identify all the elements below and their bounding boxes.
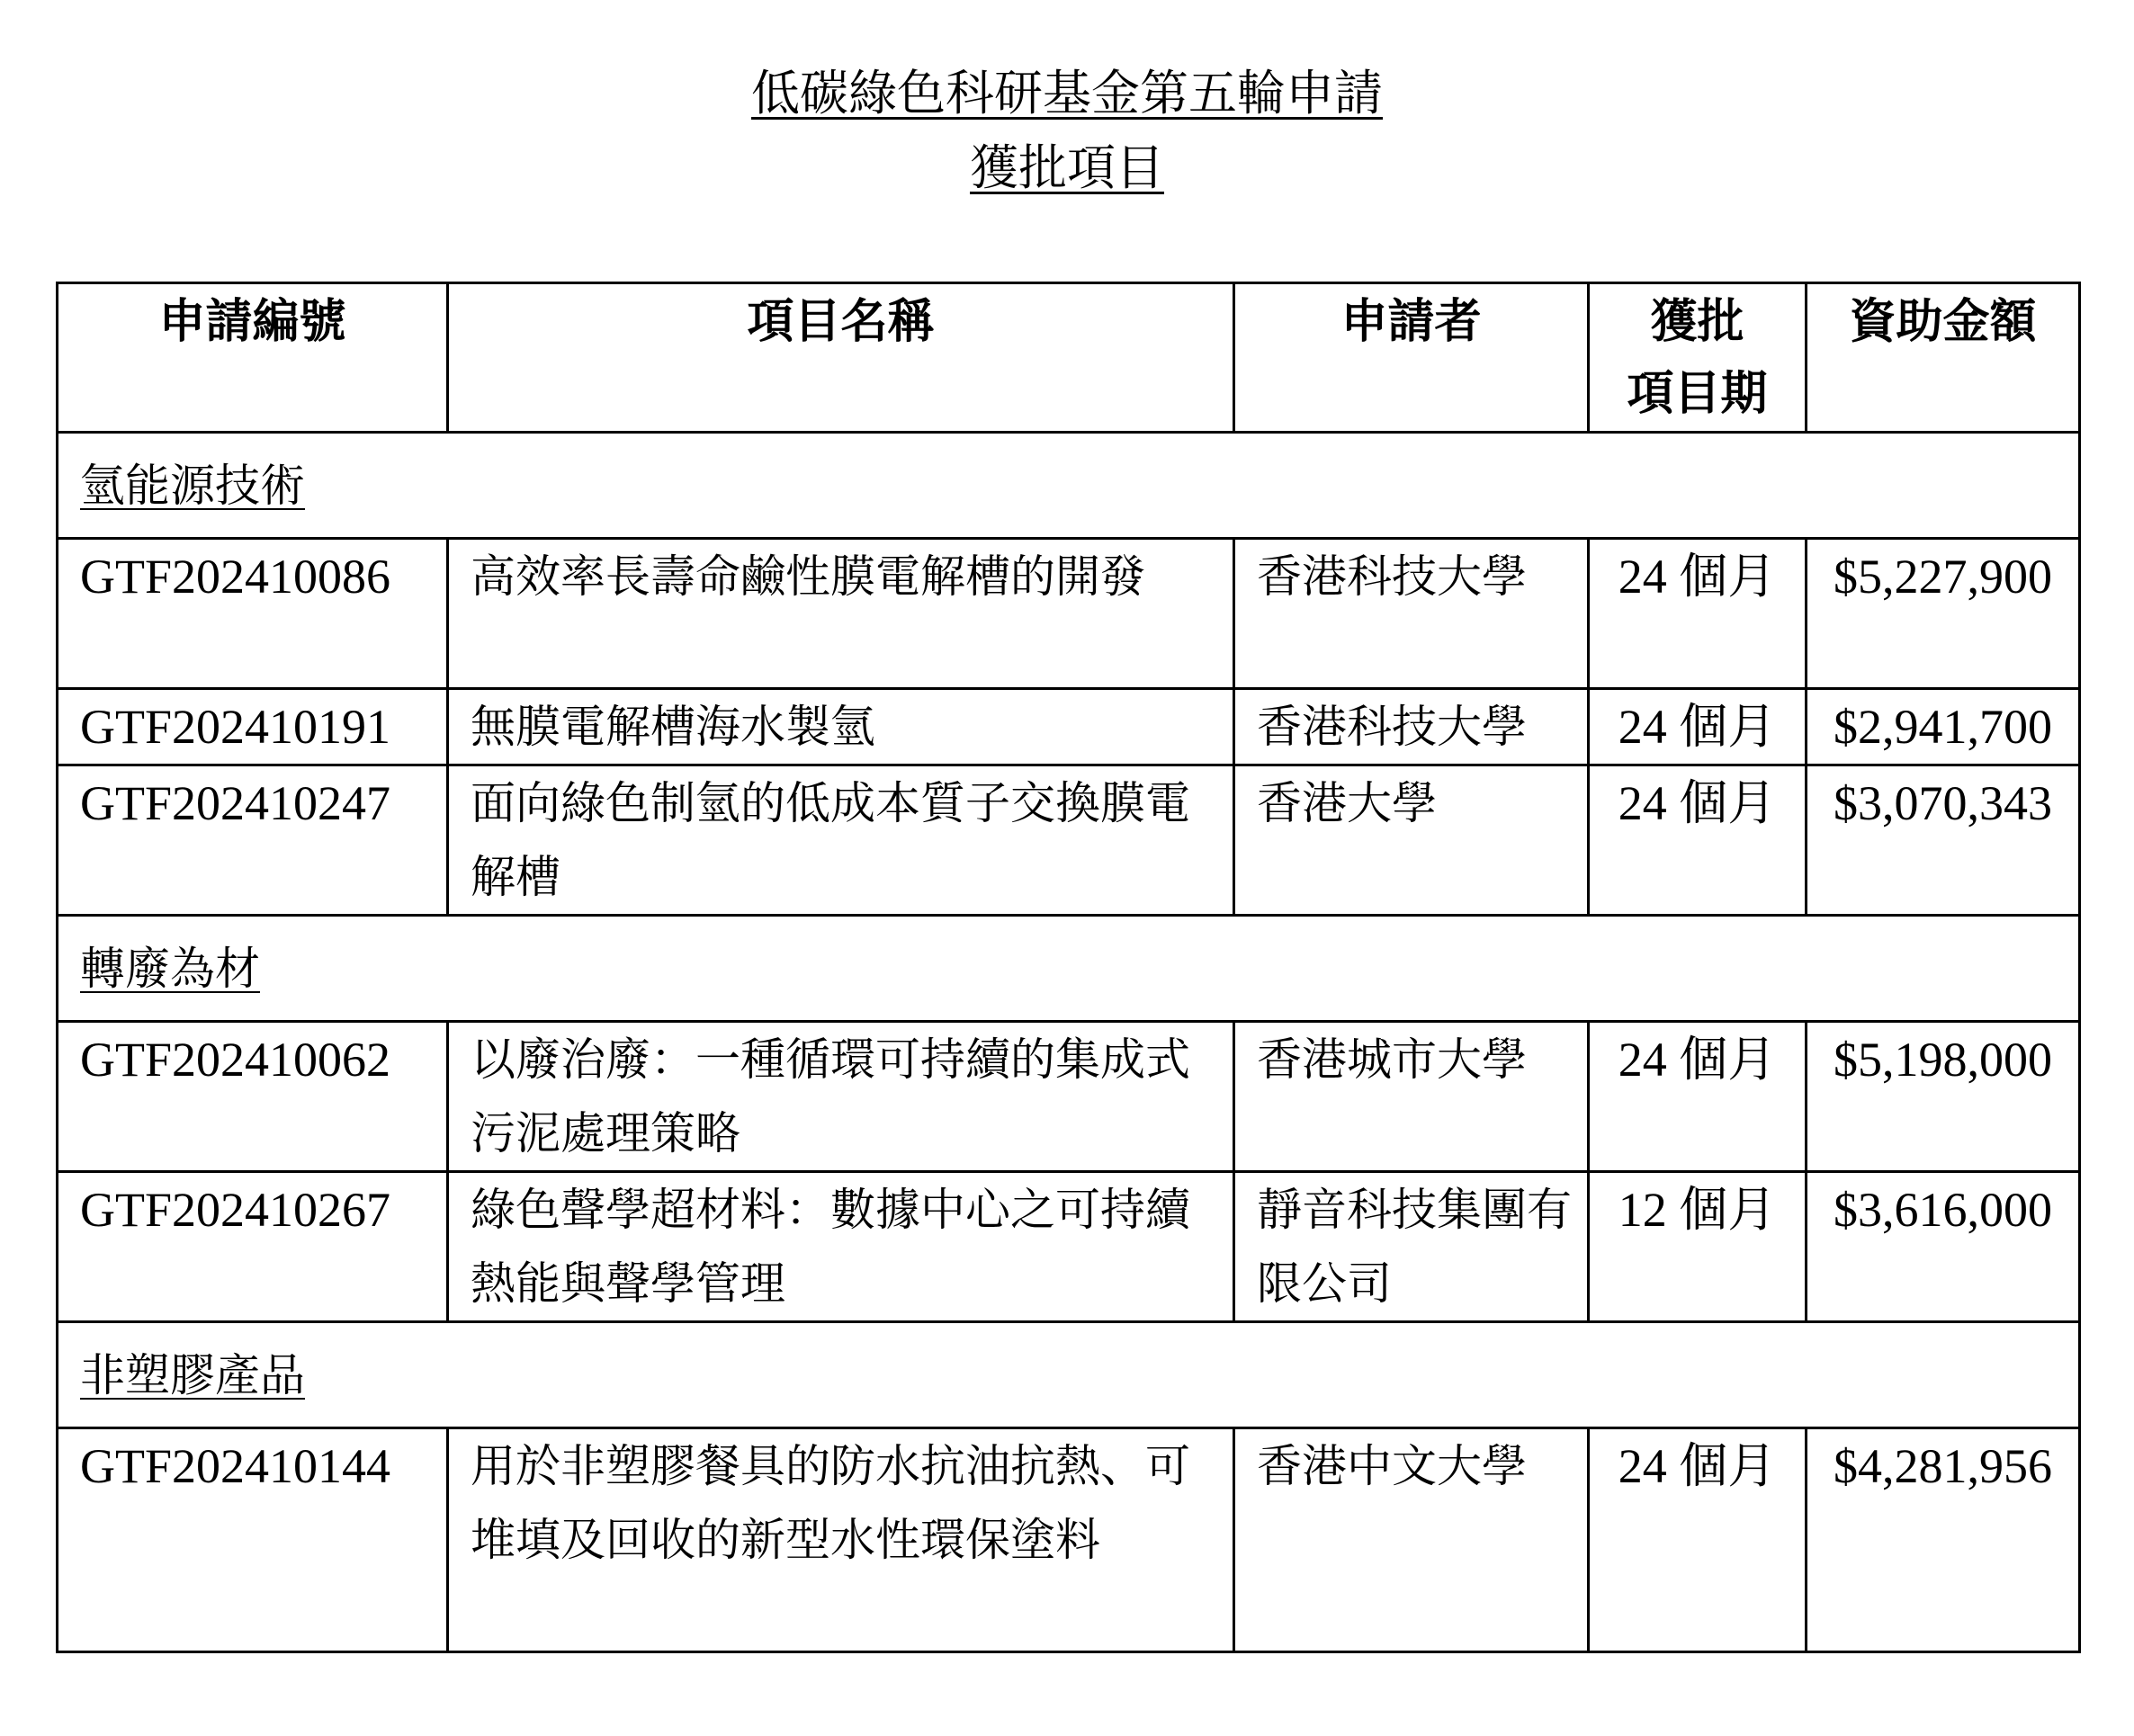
table-header-row — [58, 283, 2080, 433]
table-row — [58, 1022, 2080, 1172]
category-label: 非塑膠產品 — [58, 1322, 2080, 1428]
cell-code: GTF202410086 — [58, 539, 448, 689]
header-duration-line2: 項目期 — [1627, 367, 1768, 421]
document-title: 低碳綠色科研基金第五輪申請 — [751, 65, 1383, 121]
header-amount: 資助金額 — [1807, 283, 2080, 433]
cell-duration: 12 個月 — [1589, 1172, 1807, 1322]
cell-code: GTF202410062 — [58, 1022, 448, 1172]
category-label: 轉廢為材 — [58, 916, 2080, 1022]
cell-code: GTF202410191 — [58, 689, 448, 765]
cell-amount: $3,070,343 — [1807, 765, 2080, 916]
cell-code: GTF202410267 — [58, 1172, 448, 1322]
header-code: 申請編號 — [58, 283, 448, 433]
cell-applicant: 香港科技大學 — [1234, 689, 1589, 765]
cell-amount: $3,616,000 — [1807, 1172, 2080, 1322]
table-row — [58, 689, 2080, 765]
cell-code: GTF202410144 — [58, 1428, 448, 1652]
cell-duration: 24 個月 — [1589, 1022, 1807, 1172]
cell-applicant: 香港中文大學 — [1234, 1428, 1589, 1652]
document-subtitle: 獲批項目 — [970, 139, 1164, 196]
cell-applicant: 香港城市大學 — [1234, 1022, 1589, 1172]
category-label: 氫能源技術 — [58, 433, 2080, 539]
cell-name: 面向綠色制氫的低成本質子交換膜電解槽 — [448, 765, 1234, 916]
category-row — [58, 433, 2080, 539]
cell-duration: 24 個月 — [1589, 1428, 1807, 1652]
table-row — [58, 765, 2080, 916]
header-duration-line1: 獲批 — [1650, 295, 1744, 349]
category-row — [58, 1322, 2080, 1428]
cell-name: 用於非塑膠餐具的防水抗油抗熱、可堆填及回收的新型水性環保塗料 — [448, 1428, 1234, 1652]
cell-name: 無膜電解槽海水製氫 — [448, 689, 1234, 765]
cell-name: 綠色聲學超材料：數據中心之可持續熱能與聲學管理 — [448, 1172, 1234, 1322]
cell-code: GTF202410247 — [58, 765, 448, 916]
cell-duration: 24 個月 — [1589, 689, 1807, 765]
cell-duration: 24 個月 — [1589, 539, 1807, 689]
cell-applicant: 靜音科技集團有限公司 — [1234, 1172, 1589, 1322]
cell-amount: $5,198,000 — [1807, 1022, 2080, 1172]
cell-amount: $5,227,900 — [1807, 539, 2080, 689]
cell-amount: $2,941,700 — [1807, 689, 2080, 765]
cell-applicant: 香港大學 — [1234, 765, 1589, 916]
header-name: 項目名稱 — [448, 283, 1234, 433]
table-row — [58, 1172, 2080, 1322]
cell-duration: 24 個月 — [1589, 765, 1807, 916]
cell-applicant: 香港科技大學 — [1234, 539, 1589, 689]
approved-projects-table — [56, 282, 2081, 1653]
header-duration — [1589, 283, 1807, 433]
header-applicant: 申請者 — [1234, 283, 1589, 433]
cell-amount: $4,281,956 — [1807, 1428, 2080, 1652]
table-row — [58, 1428, 2080, 1652]
category-row — [58, 916, 2080, 1022]
table-row — [58, 539, 2080, 689]
cell-name: 以廢治廢：一種循環可持續的集成式污泥處理策略 — [448, 1022, 1234, 1172]
cell-name: 高效率長壽命鹼性膜電解槽的開發 — [448, 539, 1234, 689]
